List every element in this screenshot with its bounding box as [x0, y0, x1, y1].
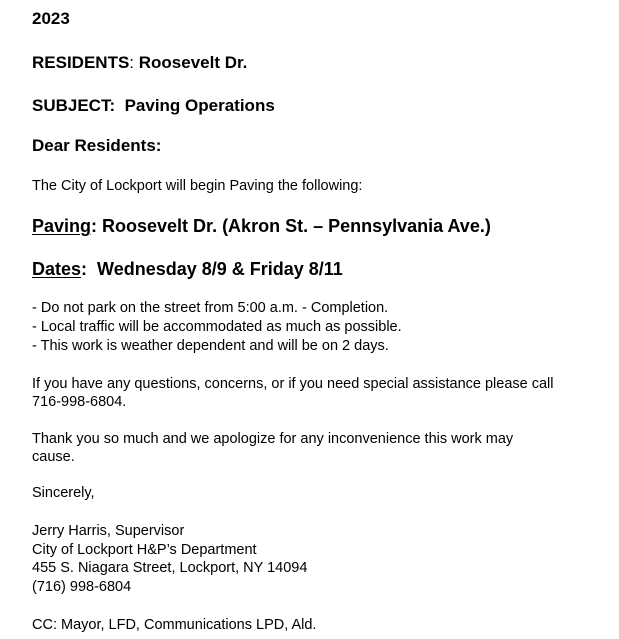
thanks-text: Thank you so much and we apologize for any inconvenience this work may [32, 431, 514, 447]
intro-text: The City of Lockport will begin Paving the following: [32, 178, 363, 194]
residents-sep: : [129, 53, 135, 72]
signature-address: 455 S. Niagara Street, Lockport, NY 14094 [32, 560, 308, 576]
subject-label: SUBJECT: [32, 96, 116, 115]
subject-value: Paving Operations [124, 96, 275, 115]
dates-label: Dates [32, 259, 82, 279]
bullet-item: - Local traffic will be accommodated as much as possible. [32, 319, 402, 335]
dates-value: : Wednesday 8/9 & Friday 8/11 [81, 259, 343, 279]
salutation: Dear Residents: [32, 136, 162, 155]
signature-department: City of Lockport H&P’s Department [32, 542, 257, 558]
thanks-text-cont: cause. [32, 449, 75, 465]
cc-line: CC: Mayor, LFD, Communications LPD, Ald. [32, 617, 317, 633]
bullet-item: - Do not park on the street from 5:00 a.m. - Completion. [32, 300, 389, 316]
paving-label: Paving [32, 216, 92, 236]
paving-value: : Roosevelt Dr. (Akron St. – Pennsylvania Ave.) [91, 216, 491, 236]
residents-label: RESIDENTS [32, 53, 130, 72]
signature-name: Jerry Harris, Supervisor [32, 523, 185, 539]
bullet-item: - This work is weather dependent and will be on 2 days. [32, 338, 389, 354]
closing: Sincerely, [32, 485, 95, 501]
paving-line [32, 217, 491, 235]
dates-line [32, 260, 343, 278]
questions-phone: 716-998-6804. [32, 394, 127, 410]
letter-year: 2023 [32, 9, 70, 28]
residents-line [32, 54, 247, 71]
residents-value: Roosevelt Dr. [134, 53, 248, 72]
questions-text: If you have any questions, concerns, or if you need special assistance please call [32, 376, 554, 392]
subject-line [32, 97, 275, 114]
signature-phone: (716) 998-6804 [32, 579, 132, 595]
